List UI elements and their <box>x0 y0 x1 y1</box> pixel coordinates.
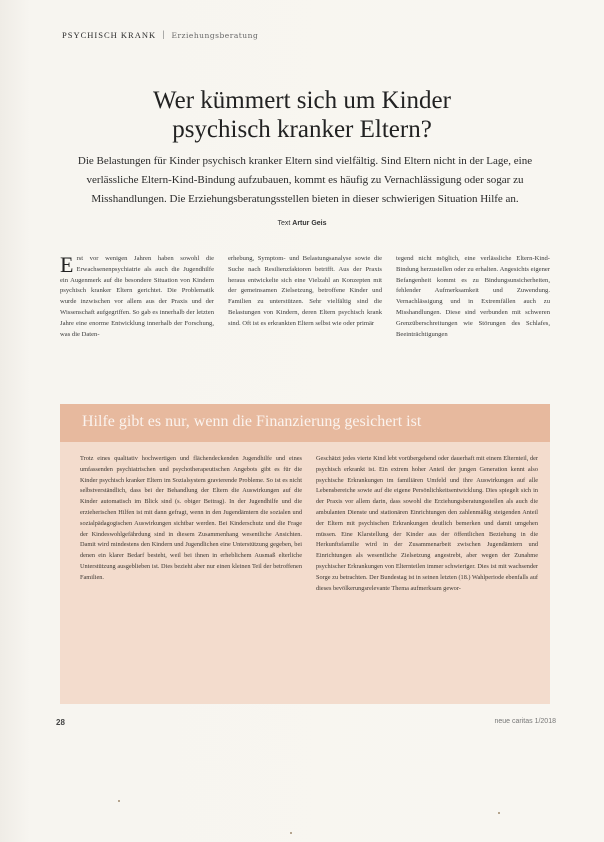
header-separator: | <box>162 30 166 40</box>
article-lead: Die Belastungen für Kinder psychisch kranker Eltern sind vielfältig. Sind Eltern nicht in der Lage, eine verlässliche Eltern-Kind-Bindung aufzubauen, kommt es häufig zu Vernachlässigung oder sogar zu Misshandlungen. Die Erziehungsberatungsstellen bieten in dieser schwierigen Situation Hilfe an. <box>77 155 533 205</box>
info-box-body <box>80 454 538 594</box>
drop-cap: E <box>60 252 74 277</box>
scan-speck <box>498 812 500 814</box>
body-column-3: tegend nicht möglich, eine verlässliche Eltern-Kind-Bindung herzustellen oder zu erhalten. Angesichts eigener Befangenheit kommt es zu Bindungsunsicherheiten, fehlender Aufmerksamkeit und Zuwendung. Vernachlässigung und in Extremfällen auch zu Misshandlungen. Diese sind verbunden mit schweren Grenzüberschreitungen wie Störungen des Schlafes, Beeinträchtigungen <box>396 255 550 338</box>
article-body <box>60 254 550 340</box>
page-number: 28 <box>56 718 65 727</box>
info-column-2: Geschätzt jedes vierte Kind lebt vorübergehend oder dauerhaft mit einem Elternteil, der psychisch erkrankt ist. Ein extrem hoher Anteil der jungen Generation kennt also psychische Erkrankungen im familiären Umfeld und ihre Auswirkungen auf alle Lebensbereiche sowie auf die eigene Persönlichkeitsentwicklung. Dies spiegelt sich in der Praxis vor allem darin, dass sowohl die Erziehungsberatungsstellen als auch die ambulanten Dienste und stationären Einrichtungen den zahlenmäßig steigenden Anteil der Eltern mit psychischen Erkrankungen deutlich bemerken und damit umgehen müssen. Eine Klarstellung der Kinder aus der öffentlichen Beziehung in die Herkunftsfamilie wird in der Zusammenarbeit zwischen Jugendämtern und Einrichtungen als wesentliche Zielsetzung angestrebt, aber wegen der Zunahme psychischer Erkrankungen von Elternteilen immer schwieriger. Dies ist mit wachsender Sorge zu betrachten. Der Bundestag ist in seinen letzten (18.) Wahlperiode ebenfalls auf dieses bevölkerungsrelevante Thema aufmerksam gewor- <box>316 455 538 592</box>
magazine-issue: neue caritas 1/2018 <box>494 718 556 725</box>
byline-author: Artur Geis <box>292 220 327 227</box>
info-box-header <box>60 404 550 442</box>
byline-prefix: Text <box>277 220 291 227</box>
title-line-2: psychisch kranker Eltern? <box>172 116 432 143</box>
body-column-1 <box>60 254 214 340</box>
info-box-heading: Hilfe gibt es nur, wenn die Finanzierung gesichert ist <box>82 413 422 430</box>
scan-speck <box>290 832 292 834</box>
article-title <box>0 86 604 144</box>
title-line-1: Wer kümmert sich um Kinder <box>153 87 451 114</box>
scan-speck <box>118 800 120 802</box>
body-column-2: erhebung, Symptom- und Belastungsanalyse sowie die Suche nach Resilienzfaktoren betrifft. Aus der Praxis heraus entwickelte sich eine Vielzahl an Konzepten mit der gemeinsamen Zielsetzung, betroffene Kinder und Familien zu unterstützen. Sehr vielfältig sind die Belastungen von Kindern, deren Eltern psychisch krank sind. Oft ist es erkrankten Eltern selbst wie oder primär <box>228 255 382 327</box>
running-header <box>62 30 258 40</box>
body-column-1-text: rst vor wenigen Jahren haben sowohl die Erwachsenenpsychiatrie als auch die Jugendhilfe ein Augenmerk auf die besondere Situation von Kindern psychisch kranker Eltern gerichtet. Die Problematik wurde inzwischen vor allem aus der Praxis und der Wissenschaft aufgegriffen. So gab es innerhalb der letzten Jahre eine enorme Entwicklung innerhalb der Forschung, was die Daten- <box>60 255 214 338</box>
info-column-1: Trotz eines qualitativ hochwertigen und flächendeckenden Jugendhilfe und eines umfassenden psychiatrischen und psychotherapeutischen Angebots gibt es für die Kinder psychisch kranker Eltern im Sozialsystem gravierende Probleme. So ist es nicht selbstverständlich, dass bei der Behandlung der Eltern die Auswirkungen auf die Kinder automatisch im Blick sind (s. obiger Beitrag). In der Jugendhilfe und die erzieherischen Hilfen ist mit dann gefragt, wenn in den Jugendämtern die sozialen und sozialpädagogischen Auswirkungen sichtbar werden. Bei Kinderschutz und die Frage der Kindeswohlgefährdung sind in diesem Zusammenhang wesentliche Ansichten. Damit wird mindestens den Kindern und Jugendlichen eine Unterstützung gegeben, bei denen ein klarer Bedarf besteht, weil bei ihnen in erheblichem Ausmaß elterliche Unterstützung ausgeblieben ist. Dies bezieht aber nur einen kleinen Teil der betroffenen Familien. <box>80 455 302 581</box>
byline <box>0 220 604 227</box>
subsection-label: Erziehungsberatung <box>171 30 259 40</box>
info-box <box>60 404 550 704</box>
section-label: PSYCHISCH KRANK <box>62 30 157 40</box>
